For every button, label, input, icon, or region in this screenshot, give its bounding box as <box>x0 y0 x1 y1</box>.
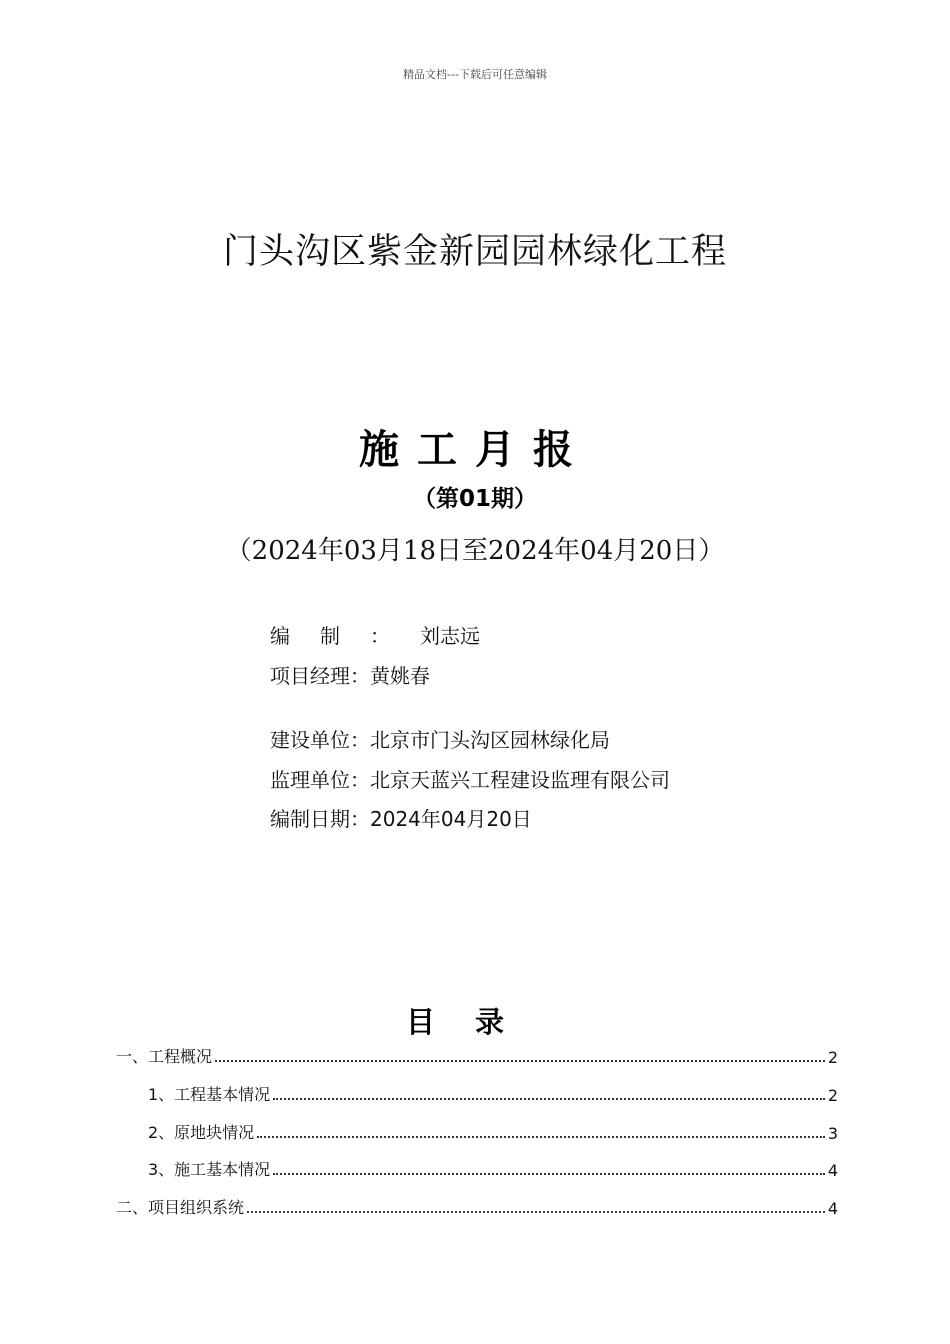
toc-entry-title: 3、施工基本情况 <box>148 1160 271 1179</box>
toc-entry-title: 1、工程基本情况 <box>148 1085 271 1104</box>
toc-entry-page: 2 <box>827 1048 838 1067</box>
toc-entry-page: 2 <box>827 1086 838 1105</box>
compiler-value: 刘志远 <box>420 624 480 648</box>
report-title: 施工月报 <box>359 427 591 473</box>
toc-entry-page: 4 <box>827 1161 838 1180</box>
project-title: 门头沟区紫金新园园林绿化工程 <box>222 232 727 272</box>
toc-leader <box>273 1173 825 1175</box>
supervisor-value: 北京天蓝兴工程建设监理有限公司 <box>370 768 670 792</box>
toc-entry-page: 4 <box>827 1199 838 1218</box>
info-row-compiler <box>270 620 480 649</box>
toc-entry[interactable] <box>116 1043 838 1067</box>
report-period: （2024年03月18日至2024年04月20日） <box>225 536 725 566</box>
toc-leader <box>273 1098 825 1100</box>
date-value: 2024年04月20日 <box>370 807 532 831</box>
info-row-supervisor <box>270 764 670 793</box>
toc-entry-title: 2、原地块情况 <box>148 1123 255 1142</box>
toc-leader <box>257 1136 825 1138</box>
toc-entry-title: 一、工程概况 <box>116 1047 213 1066</box>
supervisor-label: 监理单位： <box>270 768 370 792</box>
toc-leader <box>247 1211 825 1213</box>
info-row-manager <box>270 660 430 689</box>
toc-entry-page: 3 <box>827 1124 838 1143</box>
manager-label: 项目经理： <box>270 664 370 688</box>
toc-entry[interactable] <box>116 1194 838 1218</box>
client-label: 建设单位： <box>270 728 370 752</box>
toc-entry-title: 二、项目组织系统 <box>116 1198 245 1217</box>
info-row-client <box>270 724 610 753</box>
toc-entry[interactable] <box>148 1081 838 1105</box>
toc-entry[interactable] <box>148 1119 838 1143</box>
manager-value: 黄姚春 <box>370 664 430 688</box>
toc-title: 目录 <box>405 1005 544 1039</box>
compiler-label: 编制： <box>270 624 420 648</box>
toc-entry[interactable] <box>148 1156 838 1180</box>
client-value: 北京市门头沟区园林绿化局 <box>370 728 610 752</box>
issue-number: （第01期） <box>412 486 537 512</box>
info-row-date <box>270 803 532 832</box>
toc-leader <box>215 1060 825 1062</box>
header-note: 精品文档---下载后可任意编辑 <box>403 68 547 81</box>
date-label: 编制日期： <box>270 807 370 831</box>
